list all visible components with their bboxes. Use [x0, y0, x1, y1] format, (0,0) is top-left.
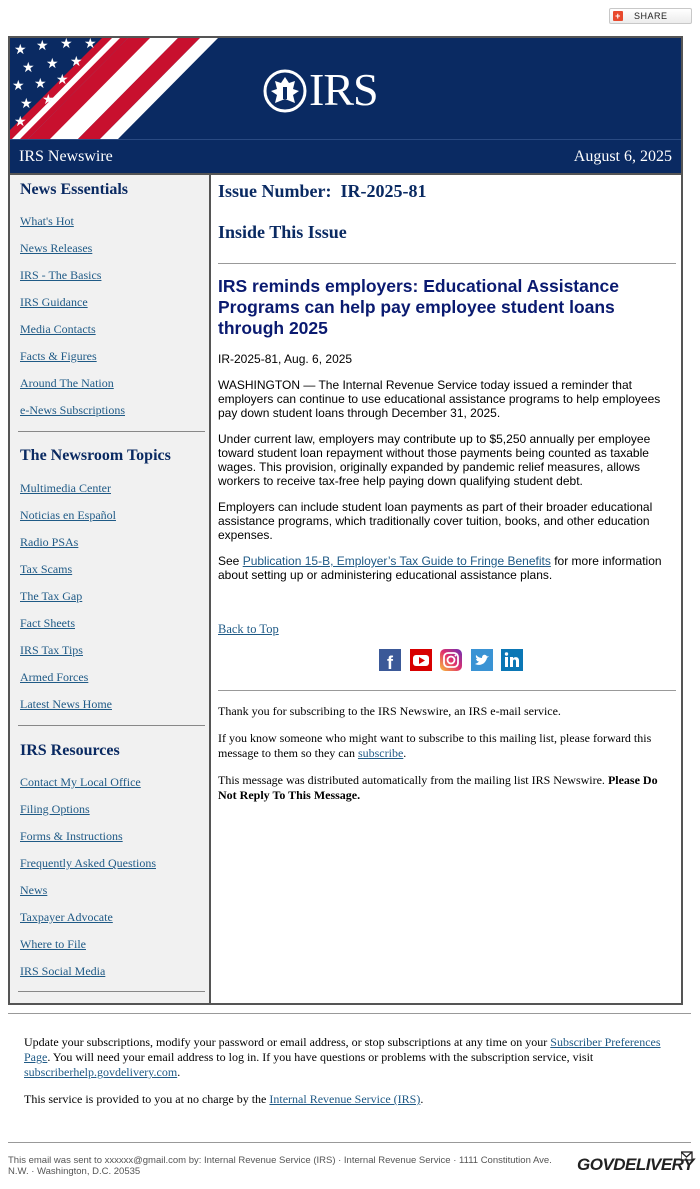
- sidebar: [10, 173, 211, 1003]
- facebook-icon[interactable]: [379, 649, 401, 671]
- svg-text:★: ★: [84, 38, 97, 52]
- sidebar-link[interactable]: IRS Tax Tips: [20, 643, 83, 657]
- sidebar-link[interactable]: Fact Sheets: [20, 616, 75, 630]
- do-not-reply-warning: Please Do Not Reply To This Message.: [218, 773, 658, 802]
- text: for more information about setting up or administering educational assistance plans.: [218, 554, 662, 582]
- main-content: [211, 173, 681, 1003]
- article-paragraph: Employers can include student loan payments as part of their broader educational assistance programs, which traditionally cover tuition, books, and other education expenses.: [218, 500, 653, 542]
- text: .: [177, 1065, 181, 1079]
- flag-graphic: [10, 38, 225, 139]
- section-title-irs-resources: IRS Resources: [20, 742, 120, 759]
- svg-text:★: ★: [46, 56, 59, 72]
- subscription-thanks: Thank you for subscribing to the IRS Newswire, an IRS e-mail service.: [218, 704, 561, 718]
- govdelivery-text: GOVDELIVERY: [577, 1155, 694, 1174]
- svg-text:★: ★: [42, 92, 55, 108]
- distribution-note: [218, 773, 673, 803]
- sidebar-link[interactable]: Where to File: [20, 937, 86, 951]
- irs-logo: [263, 64, 393, 118]
- instagram-icon[interactable]: [440, 649, 462, 671]
- subscriber-preferences-link[interactable]: Subscriber Preferences Page: [24, 1035, 661, 1064]
- text: This message was distributed automatically from the mailing list IRS Newswire.: [218, 773, 608, 787]
- newsletter-frame: [8, 36, 683, 1005]
- issue-number: Issue Number: IR-2025-81: [218, 181, 427, 201]
- divider: [218, 690, 676, 691]
- sidebar-link[interactable]: What's Hot: [20, 214, 74, 228]
- sidebar-link[interactable]: IRS Social Media: [20, 964, 106, 978]
- social-icons: [379, 649, 528, 671]
- share-button[interactable]: [609, 8, 692, 24]
- text: .: [403, 746, 407, 760]
- svg-text:★: ★: [36, 38, 49, 54]
- svg-text:★: ★: [20, 96, 33, 112]
- divider: [18, 991, 205, 992]
- sidebar-link[interactable]: Facts & Figures: [20, 349, 97, 363]
- svg-text:★: ★: [70, 54, 83, 70]
- youtube-icon[interactable]: [410, 649, 432, 671]
- sidebar-link[interactable]: Forms & Instructions: [20, 829, 123, 843]
- header-banner: [10, 38, 681, 139]
- service-note: [24, 1092, 674, 1107]
- sidebar-link[interactable]: Around The Nation: [20, 376, 114, 390]
- svg-text:★: ★: [60, 38, 73, 52]
- text: If you know someone who might want to subscribe to this mailing list, please forward this message to them so they can: [218, 731, 652, 760]
- subscription-management-note: [24, 1035, 674, 1080]
- issue-date: August 6, 2025: [573, 148, 672, 165]
- divider: [8, 1142, 691, 1143]
- sidebar-link[interactable]: Frequently Asked Questions: [20, 856, 156, 870]
- text: . You will need your email address to log in. If you have questions or problems with the subscription service, visit: [47, 1050, 594, 1064]
- plus-icon: +: [613, 11, 623, 21]
- svg-text:★: ★: [56, 72, 69, 88]
- irs-link[interactable]: Internal Revenue Service (IRS): [269, 1092, 421, 1106]
- forward-note: [218, 731, 673, 761]
- divider: [218, 263, 676, 264]
- sent-to-note: This email was sent to xxxxxx@gmail.com by: Internal Revenue Service (IRS) · Internal Revenue Service · 1111 Constitution Ave. N.W. · Washington, D.C. 20535: [8, 1155, 552, 1177]
- publication-15b-link[interactable]: Publication 15-B, Employer’s Tax Guide to Fringe Benefits: [242, 554, 551, 568]
- svg-text:f: f: [387, 653, 393, 671]
- title-bar: [10, 139, 681, 173]
- subscribe-link[interactable]: subscribe: [357, 746, 404, 760]
- sidebar-link[interactable]: Multimedia Center: [20, 481, 111, 495]
- sidebar-link[interactable]: Contact My Local Office: [20, 775, 141, 789]
- sidebar-link[interactable]: e-News Subscriptions: [20, 403, 125, 417]
- subscriber-help-link[interactable]: subscriberhelp.govdelivery.com: [24, 1065, 178, 1079]
- svg-text:★: ★: [14, 114, 27, 130]
- share-label: SHARE: [634, 11, 668, 21]
- article-dateline: IR-2025-81, Aug. 6, 2025: [218, 352, 353, 366]
- svg-text:★: ★: [12, 78, 25, 94]
- divider: [18, 431, 205, 432]
- newsletter-name: IRS Newswire: [19, 148, 113, 165]
- linkedin-icon[interactable]: [501, 649, 523, 671]
- svg-text:★: ★: [22, 60, 35, 76]
- text: This service is provided to you at no charge by the: [24, 1092, 270, 1106]
- text: See: [218, 554, 243, 568]
- back-to-top-link[interactable]: Back to Top: [218, 622, 279, 636]
- article-paragraph: Under current law, employers may contribute up to $5,250 annually per employee toward student loan repayment without those payments being counted as taxable wages. This provision, originally expanded by pandemic relief measures, allows workers to receive tax-free help paying down qualifying student debt.: [218, 432, 651, 488]
- sidebar-link[interactable]: The Tax Gap: [20, 589, 83, 603]
- sidebar-link[interactable]: Taxpayer Advocate: [20, 910, 113, 924]
- sidebar-link[interactable]: News Releases: [20, 241, 93, 255]
- sidebar-link[interactable]: Media Contacts: [20, 322, 96, 336]
- section-title-news-essentials: News Essentials: [20, 181, 129, 198]
- inside-this-issue-heading: Inside This Issue: [218, 222, 347, 242]
- article-paragraph: WASHINGTON — The Internal Revenue Service today issued a reminder that employers can continue to use educational assistance programs to help employees pay down student loans through December 31, 2025.: [218, 378, 661, 420]
- govdelivery-logo[interactable]: [577, 1155, 694, 1175]
- sidebar-link[interactable]: IRS Guidance: [20, 295, 88, 309]
- text: .: [420, 1092, 424, 1106]
- sidebar-link[interactable]: Radio PSAs: [20, 535, 79, 549]
- svg-text:★: ★: [14, 42, 27, 58]
- sidebar-link[interactable]: IRS - The Basics: [20, 268, 102, 282]
- envelope-icon: [681, 1151, 693, 1163]
- article-paragraph: [218, 554, 673, 582]
- sidebar-link[interactable]: Filing Options: [20, 802, 90, 816]
- sidebar-link[interactable]: Noticias en Español: [20, 508, 116, 522]
- divider: [18, 725, 205, 726]
- logo-text: IRS: [309, 64, 378, 115]
- section-title-newsroom-topics: The Newsroom Topics: [20, 447, 171, 464]
- divider: [8, 1013, 691, 1014]
- sidebar-link[interactable]: Latest News Home: [20, 697, 112, 711]
- article-headline: IRS reminds employers: Educational Assistance Programs can help pay employee student loans through 2025: [218, 276, 620, 338]
- sidebar-link[interactable]: News: [20, 883, 48, 897]
- sidebar-link[interactable]: Armed Forces: [20, 670, 89, 684]
- svg-text:★: ★: [34, 76, 47, 92]
- twitter-icon[interactable]: [471, 649, 493, 671]
- sidebar-link[interactable]: Tax Scams: [20, 562, 73, 576]
- text: Update your subscriptions, modify your password or email address, or stop subscriptions at any time on your: [24, 1035, 551, 1049]
